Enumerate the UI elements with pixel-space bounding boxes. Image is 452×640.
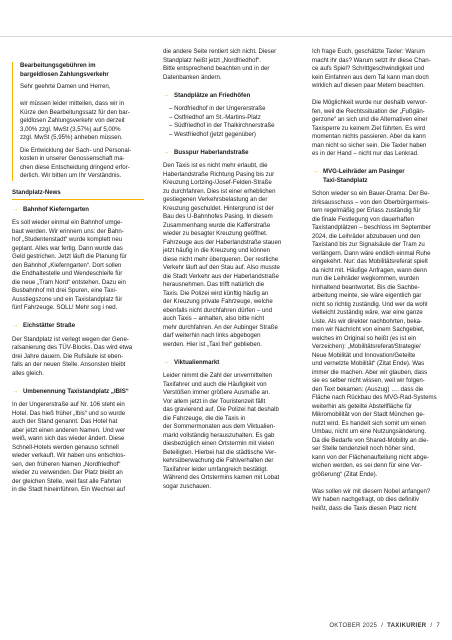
arrow-right-icon: → [12, 205, 19, 213]
arrow-right-icon: → [312, 168, 319, 175]
heading-busspur-haberlandstrasse: → Busspur Haberlandstraße [163, 148, 249, 156]
magazine-page [0, 40, 452, 620]
notice-box [12, 62, 144, 181]
column-1 [12, 60, 144, 495]
list-item: – Ostfriedhof am St.-Martins-Platz [169, 113, 261, 121]
issue-date: OKTOBER 2025 [329, 623, 378, 629]
notice-greeting: Sehr geehrte Damen und Herren, [20, 83, 111, 90]
heading-eichstaetter-strasse: → Eichstätter Straße [12, 322, 76, 329]
top-divider [0, 36, 452, 37]
arrow-right-icon: → [163, 358, 170, 366]
notice-paragraph-2: Die Entwicklung der Sach- und Personal- kosten in unserer Genossenschaft ma- chen diese Entscheidung dringend erfor- derlich. Wir bitten um Ihr Verständnis. [20, 146, 132, 179]
heading-viktualienmarkt: → Viktualienmarkt [163, 358, 220, 366]
footer-separator: / [381, 623, 384, 629]
paragraph-continued: die andere Seite rentiert sich nicht. Dieser Standplatz heißt jetzt „Nordfriedhof“. Bitte entsprechend beachten und in der Datenbanken ändern. [163, 48, 277, 81]
paragraph-mvg-leihraeder: Schon wieder so ein Bauer-Drama: Der Be- zirksausschuss – von den Oberbürgermeis- tern regelmäßig per Erlass zuständig für die finale Festlegung von dauerhaften Taxistandplätzen – beschloss im September 2024, die Leihräder abzubauen und den Taxistand bis zur Signalsäule der Tram zu verlängern. Dann wäre endlich einmal Ruhe eingekehrt. Nur: das Mobilitätsreferat spielt da nicht mit. Häufige Anfragen, wann denn nun die Leihräder wegkommen, wurden hinhaltend beantwortet. Bis die Sachbe- arbeitung meinte, sie wäre eigentlich gar nicht so richtig zuständig. Und wer da wohl vielleicht zuständig wäre, war eine ganze Liste. Als wir direkter nachbohrten, beka- men wir Nachricht von einem Sachgebiet, welches im Original so heißt (es ist ein Verzeichen): „Mobilitätsreferat/Strategie/ Neue Mobilität und Innovation/Geteilte und vernetzte Mobilität“ (Zitat Ende). Was immer die machen. Aber wir glauben, dass sie es selber nicht wissen, weil wir folgen- den Text bekamen: (Auszug) …. dass die Fläche nach Rückbau des MVG-Rad-Systems weiterhin als geteilte Abstellfläche für Mikromobilität von der Stadt München ge- nutzt wird. Es handelt sich somit um einen Umbau, nicht um eine Nutzungsänderung. Da die Bedarfe von Shared-Mobility an die- ser Stelle tendenziell noch höher sind, kann von der Flächenaufteilung nicht abge- wichen werden, es sei denn für eine Ver- größerung“ (Zitat Ende). [312, 190, 437, 478]
column-2 [163, 48, 295, 491]
paragraph-moeglichkeit: Die Möglichkeit wurde nur deshalb verwor- fen, weil die Rechtssituation der „Fußgän- gerzone“ an sich und die Alternativen einer Taxisperre zu keinem Ziel führten. Es wird momentan nichts passieren. Aber da kann man nicht so sicher sein. Die Taxler haben es in der Hand – nicht nur das Lenkrad. [312, 99, 428, 157]
heading-umbenennung-ibis: → Umbenennung Taxistandplatz „IBIS“ [12, 387, 129, 395]
arrow-right-icon: → [163, 148, 170, 156]
notice-title-line-1: Bearbeitungsgebühren im [20, 62, 96, 69]
list-item: – Westfriedhof (jetzt gegenüber) [169, 130, 256, 138]
column-3 [312, 48, 444, 513]
paragraph-eichstaetter: Der Standplatz ist verlegt wegen der Gene- ralsanierung des TÜV-Blocks. Das wird etwa drei Jahre dauern. Die Rufsäule ist eben- falls an der neuen Stelle. Ansonsten bleibt alles gleich. [12, 335, 133, 377]
list-item: – Südfriedhof in der Thalkirchnerstraße [169, 122, 275, 129]
page-footer [329, 623, 440, 629]
notice-title-line-2: bargeldlosen Zahlungsverkehr [20, 70, 109, 78]
magazine-name: TAXIKURIER [387, 623, 427, 629]
paragraph-ibis: In der Ungererstraße auf Nr. 106 steht ein Hotel. Das hieß früher „Ibis“ und so wurde auch der Stand genannt. Das Hotel hat aber jetzt einen anderen Namen. Und wer weiß, wann sich das wieder ändert. Diese Schnell-Hotels werden genauso schnell wieder verkauft. Wir haben uns entschlos- sen, den früheren Namen „Nordfriedhof“ wieder zu verwenden. Der Platz bleibt an der gleichen Stelle, weil fast alle Fahrten in die Stadt hineinführen. Ein Wechsel auf [12, 401, 126, 493]
paragraph-frage-taxler: Ich frage Euch, geschätzte Taxler: Warum macht ihr das? Warum setzt ihr diese Chan- ce aufs Spiel? Schrittgeschwindigkeit und kein Einfahren aus dem Tal kann man doch wirklich auf diesen paar Metern beachten. [312, 48, 431, 89]
heading-mvg-leihraeder: → MVG-Leihräder am Pasinger Taxi-Standplatz [312, 168, 405, 184]
arrow-right-icon: → [163, 91, 170, 99]
heading-bahnhof-kieferngarten: → Bahnhof Kieferngarten [12, 205, 90, 213]
paragraph-viktualienmarkt: Leider nimmt die Zahl der unvermittelten Taxifahrer und auch die Häufigkeit von Verstößen immer größere Ausmaße an. Vor allem jetzt in der Touristenzeit fällt das gravierend auf. Die Polizei hat deshalb die Fahrzeuge, die die Taxis in der Sommermonaten aus dem Viktualien- markt vollständig herauszuhalten. Es gab diesbezüglich einen Ortstermin mit vielen Beteiligten. Hierbei hat die städtische Ver- kehrsüberwachung die Fahlverhalten der Taxifahrer leider umfangreich bestätigt. Während des Ortstermins kamen mit Lobat sogar zuschauen. [163, 372, 280, 490]
footer-separator: / [430, 623, 433, 629]
page-number: 7 [436, 623, 440, 629]
heading-standplaetze-friedhoefen: → Standplätze an Friedhöfen [163, 91, 251, 99]
paragraph-nobel: Was sollen wir mit diesem Nobel anfangen? Wir haben nachgefragt, ob dies definitiv heißt, dass die Taxis diesen Platz nicht [312, 487, 431, 512]
list-item: – Nordfriedhof in der Ungererstraße [169, 105, 266, 112]
paragraph-kieferngarten: Es soll wieder einmal ein Bahnhof umge- baut werden. Wir erinnern uns: der Bahn- hof „Studentenstadt“ wurde komplett neu geplant. Alles war fertig. Dann wurde das Geld gestrichen. Jetzt läuft die Planung für den Bahnhof „Kieferngarten“. Dort sollen die Endhaltestelle und Wendeschleife für die neue „Tram Nord“ entstehen. Dazu ein Busbahnhof mit drei Spuren, eine Taxi- Ausstiegszone und ein Taxistandplatz für fünf Fahrzeuge. SOLL! Mehr sog i ned. [12, 219, 127, 311]
arrow-right-icon: → [12, 322, 19, 329]
arrow-right-icon: → [12, 387, 19, 395]
notice-paragraph-1: wir müssen leider mitteilen, dass wir in Kürze den Bearbeitungssatz für den bar- geldlosen Zahlungsverkehr von derzeit 3,00% zzgl. MwSt (3,57%) auf 5,00% zzgl. MwSt (5,95%) anheben müssen. [20, 100, 130, 141]
section-title: Standplatz-News [12, 189, 144, 200]
friedhof-list [163, 105, 295, 139]
paragraph-haberlandstrasse: Den Taxis ist es nicht mehr erlaubt, die Haberlandstraße Richtung Pasing bis zur Kreuzung Lortzing-/Josef-Felden-Straße zu durchfahren. Dies ist einer erheblichen gestiegenen Verkehrsbelastung an der Kreuzung geschuldet. Hintergrund ist der Bau des U-Bahnhofes Pasing. In diesem Zusammenhang wurde die Kafferstraße wieder zu besagter Kreuzung geöffnet. Fahrzeuge aus der Haberlandstraße stauen jetzt häufig in die Kreuzung und können diese nicht mehr überqueren. Der restliche Verkehr läuft auf den Stau auf. Also musste die Stadt Verkehr aus der Haberlandstraße herausnehmen. Das trifft natürlich die Taxis. Die Polizei wird künftig häufig an der Kreuzung private Fahrzeuge, welche ebenfalls nicht durchfahren dürfen – und auch Taxis – anhalten, also bitte nicht mehr durchfahren. An der Aubinger Straße darf weiterhin nach links abgebogen werden. Hier ist „Taxi frei“ geblieben. [163, 162, 282, 348]
